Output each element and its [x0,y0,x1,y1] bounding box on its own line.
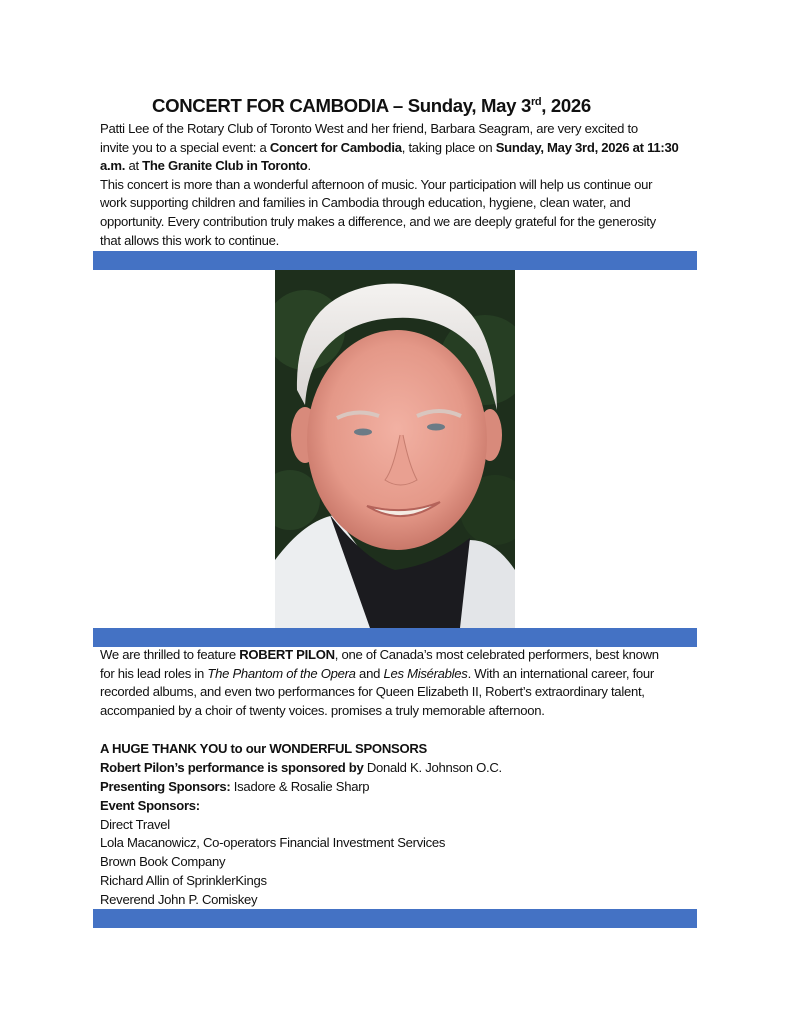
sponsor-label: Presenting Sponsors: [100,778,231,794]
text: , taking place on [401,139,496,155]
intro-line [100,139,700,158]
sponsor-label: Robert Pilon’s performance is sponsored by [100,759,364,775]
sponsors-section [100,740,700,910]
intro-line: that allows this work to continue. [100,232,279,248]
event-time: a.m. [100,158,126,174]
title-text: CONCERT FOR CAMBODIA – Sunday, May 3 [152,95,531,116]
presenting-sponsors [100,778,700,797]
event-sponsor-item: Lola Macanowicz, Co-operators Financial Investment Services [100,835,446,851]
feature-line [100,646,700,665]
show-title: Les Misérables [383,665,468,681]
text: at [125,158,143,174]
portrait-illustration [275,270,515,628]
text: for his lead roles in [100,665,208,681]
divider-bar [93,909,697,928]
intro-line: work supporting children and families in Cambodia through education, hygiene, clean water, and [100,195,631,211]
text: invite you to a special event: a [100,139,270,155]
sponsor-value: Isadore & Rosalie Sharp [230,778,370,794]
event-sponsor-item: Richard Allin of SprinklerKings [100,873,267,889]
page-title [152,94,712,118]
feature-line: recorded albums, and even two performances for Queen Elizabeth II, Robert’s extraordinary talent, [100,684,645,700]
event-name: Concert for Cambodia [269,139,402,155]
show-title: The Phantom of the Opera [207,665,356,681]
divider-bar [93,251,697,270]
text: . With an international career, four [467,665,655,681]
text: We are thrilled to feature [100,647,240,662]
intro-line: This concert is more than a wonderful afternoon of music. Your participation will help us continue our [100,176,653,192]
event-sponsor-item: Reverend John P. Comiskey [100,892,258,908]
event-sponsor-item: Direct Travel [100,816,170,832]
event-date: Sunday, May 3rd, 2026 at 11:30 [495,139,679,155]
performer-photo [275,270,515,628]
divider-bar [93,628,697,647]
sponsor-label: Event Sponsors: [100,797,200,813]
text: . [307,158,311,174]
feature-paragraph [100,646,700,720]
intro-line [100,157,700,176]
event-venue: The Granite Club in Toronto [142,158,308,174]
event-sponsors-label [100,797,700,816]
heading-text: A HUGE THANK YOU to our WONDERFUL SPONSORS [100,741,427,756]
event-sponsor-item: Brown Book Company [100,854,226,870]
sponsors-heading [100,740,700,759]
text: and [355,665,384,681]
performer-name: ROBERT PILON [239,647,335,662]
feature-line [100,665,700,684]
title-year: , 2026 [541,95,591,116]
sponsor-value: Donald K. Johnson O.C. [363,759,502,775]
intro-line: Patti Lee of the Rotary Club of Toronto West and her friend, Barbara Seagram, are very excited to [100,121,638,136]
feature-line: accompanied by a choir of twenty voices. promises a truly memorable afternoon. [100,702,545,718]
title-superscript: rd [530,96,542,108]
intro-line: opportunity. Every contribution truly makes a difference, and we are deeply grateful for the generosity [100,213,656,229]
performance-sponsor [100,759,700,778]
text: , one of Canada’s most celebrated performers, best known [334,647,659,662]
intro-paragraph [100,120,700,250]
